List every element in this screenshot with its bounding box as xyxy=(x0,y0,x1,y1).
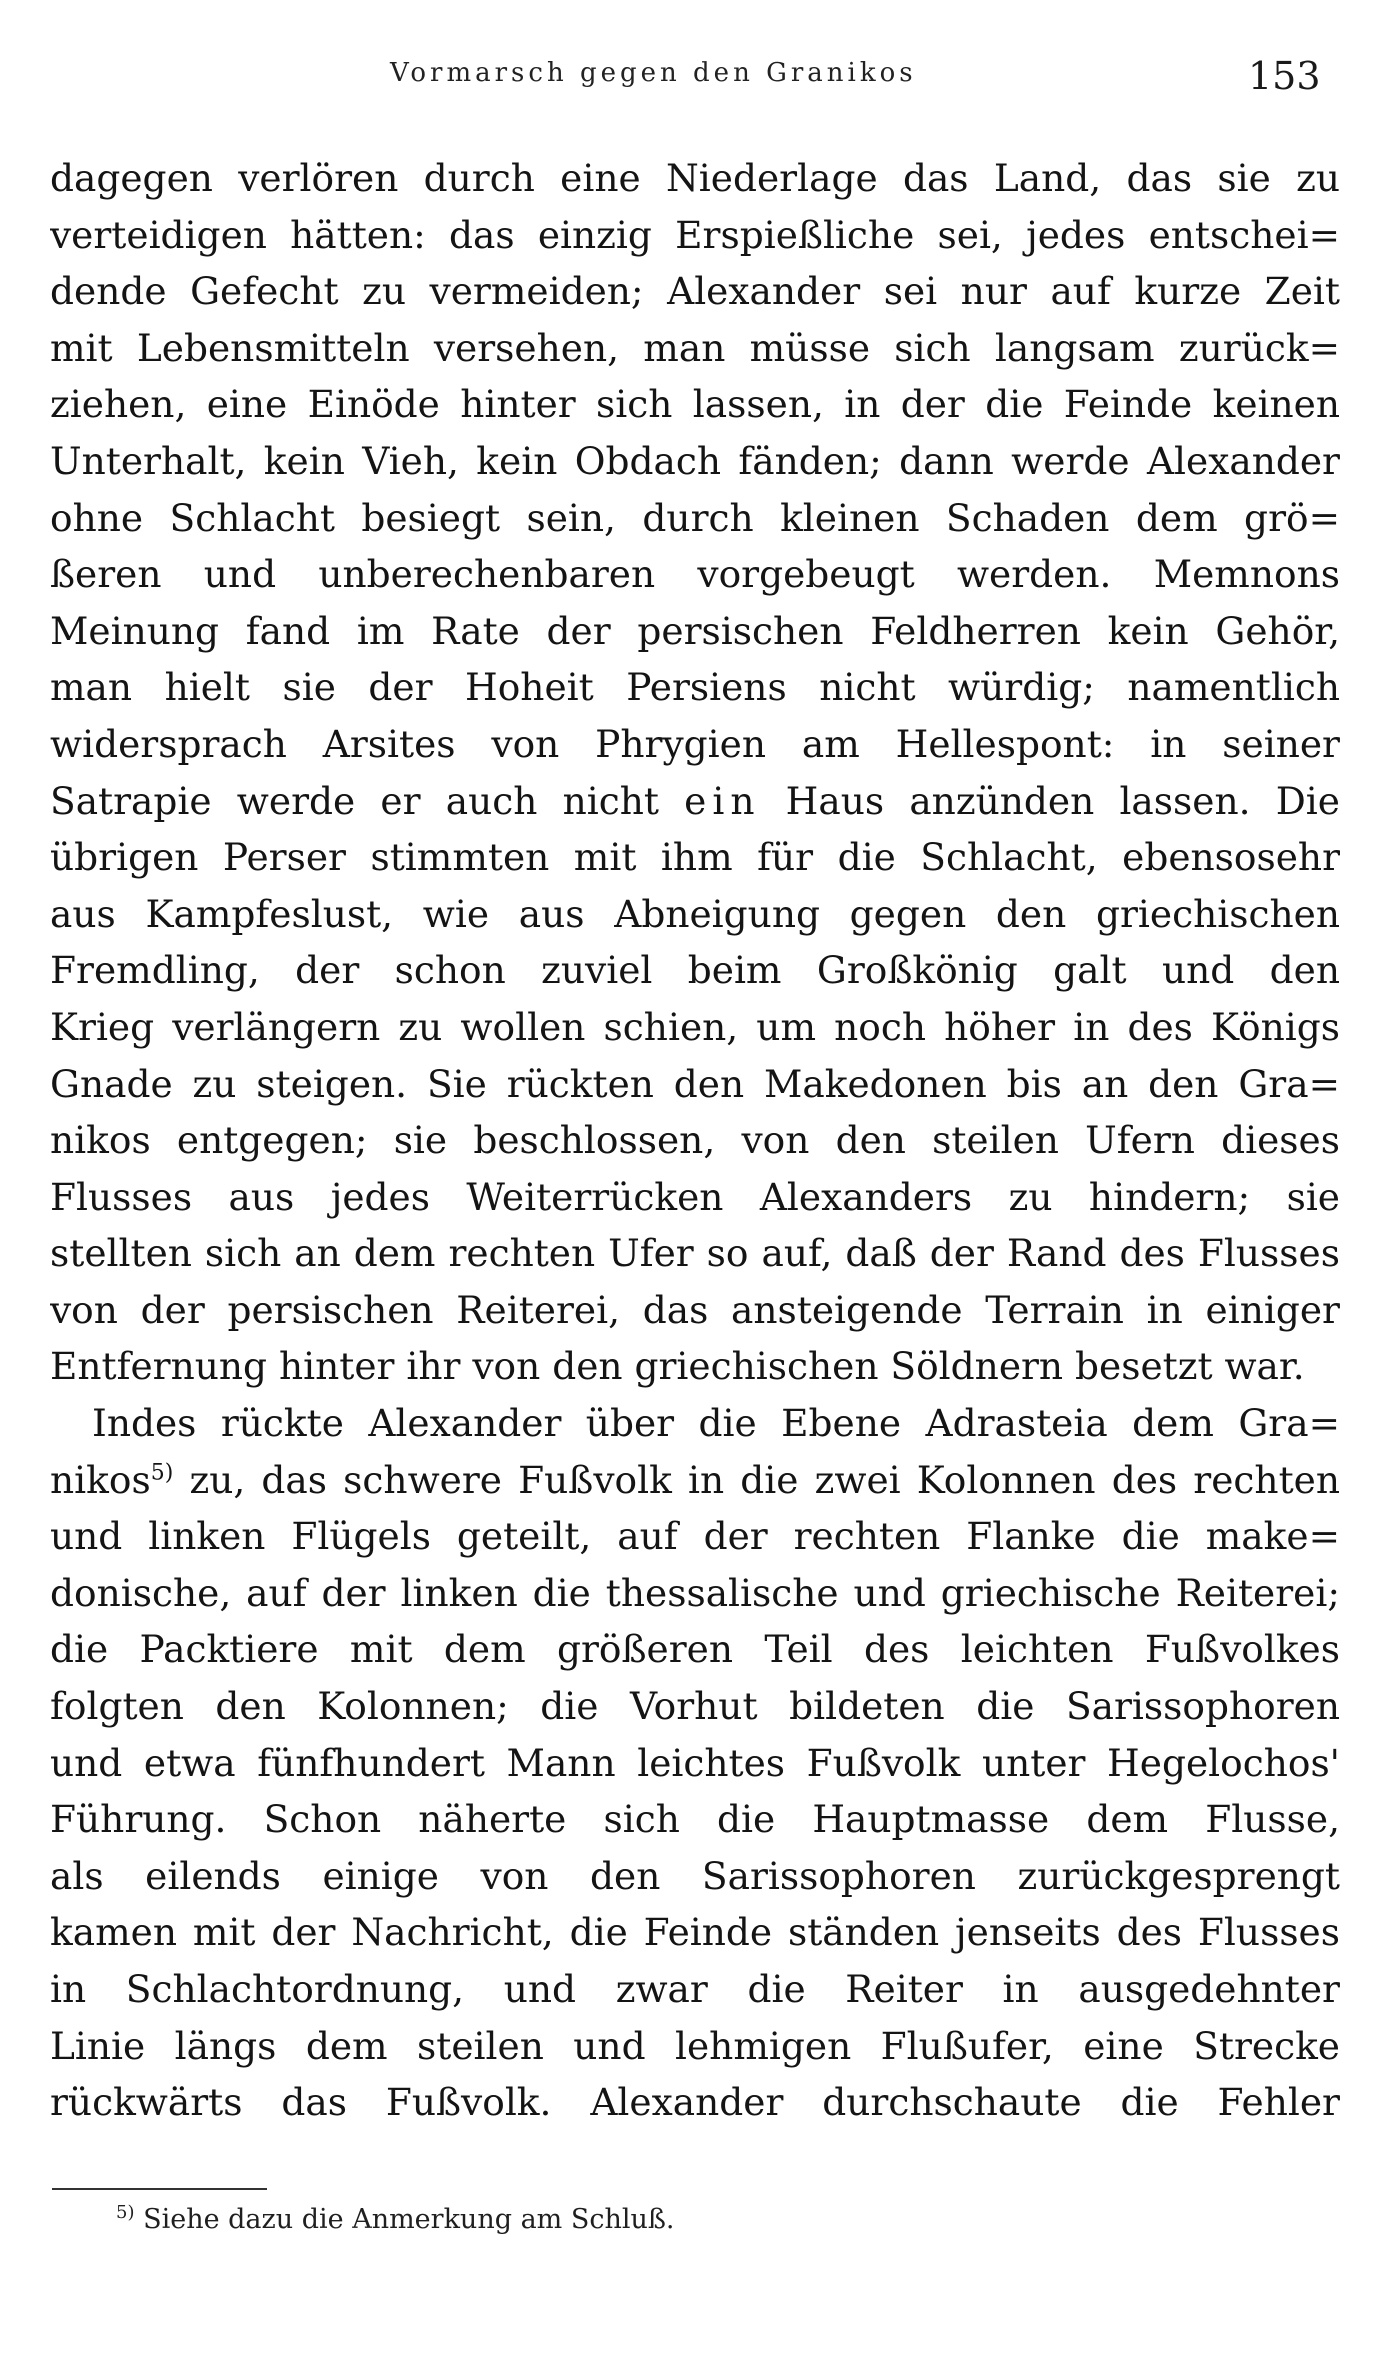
text-line: Flusses aus jedes Weiterrücken Alexanders zu hindern; sie xyxy=(50,1174,1340,1219)
text-line: als eilends einige von den Sarissophoren zurückgesprengt xyxy=(50,1853,1340,1898)
text-line: Gnade zu steigen. Sie rückten den Makedonen bis an den Gra= xyxy=(50,1061,1340,1106)
text-line: nikos entgegen; sie beschlossen, von den steilen Ufern dieses xyxy=(50,1118,1340,1163)
body-text xyxy=(50,150,1340,2131)
text-line: ohne Schlacht besiegt sein, durch kleinen Schaden dem grö= xyxy=(50,495,1340,540)
text-segment: Haus anzünden lassen. Die xyxy=(760,778,1340,823)
text-line xyxy=(50,1452,1340,1509)
text-line: folgten den Kolonnen; die Vorhut bildeten die Sarissophoren xyxy=(50,1684,1340,1729)
text-line: donische, auf der linken die thessalische und griechische Reiterei; xyxy=(50,1570,1340,1615)
text-line: Fremdling, der schon zuviel beim Großkönig galt und den xyxy=(50,948,1340,993)
text-line: rückwärts das Fußvolk. Alexander durchschaute die Fehler xyxy=(50,2080,1340,2125)
text-line: Führung. Schon näherte sich die Hauptmasse dem Flusse, xyxy=(50,1797,1340,1842)
text-line: von der persischen Reiterei, das ansteigende Terrain in einiger xyxy=(50,1287,1340,1332)
text-line: verteidigen hätten: das einzig Erspießliche sei, jedes entschei= xyxy=(50,212,1340,257)
page-number: 153 xyxy=(1248,54,1321,98)
footnote xyxy=(116,2200,675,2240)
text-line: Indes rückte Alexander über die Ebene Adrasteia dem Gra= xyxy=(92,1401,1340,1446)
footnote-reference: 5) xyxy=(150,1460,174,1486)
text-line: dagegen verlören durch eine Niederlage das Land, das sie zu xyxy=(50,156,1340,200)
text-line: die Packtiere mit dem größeren Teil des leichten Fußvolkes xyxy=(50,1627,1340,1672)
footnote-rule xyxy=(52,2188,267,2190)
text-line: und linken Flügels geteilt, auf der rechten Flanke die make= xyxy=(50,1514,1340,1559)
text-segment: Satrapie werde er auch nicht xyxy=(50,778,685,823)
text-line xyxy=(50,773,1340,830)
text-line: Krieg verlängern zu wollen schien, um noch höher in des Königs xyxy=(50,1004,1340,1049)
text-segment: zu, das schwere Fußvolk in die zwei Kolonnen des rechten xyxy=(173,1457,1340,1502)
emphasized-word: ein xyxy=(684,778,761,823)
text-line: mit Lebensmitteln versehen, man müsse sich langsam zurück= xyxy=(50,325,1340,370)
text-line: und etwa fünfhundert Mann leichtes Fußvolk unter Hegelochos' xyxy=(50,1740,1340,1785)
text-line: aus Kampfeslust, wie aus Abneigung gegen den griechischen xyxy=(50,891,1340,936)
text-line: Entfernung hinter ihr von den griechischen Söldnern besetzt war. xyxy=(50,1344,1305,1389)
text-line: Unterhalt, kein Vieh, kein Obdach fänden; dann werde Alexander xyxy=(50,438,1340,483)
running-head xyxy=(0,54,1399,108)
running-title: Vormarsch gegen den Granikos xyxy=(390,58,917,88)
text-segment: nikos xyxy=(50,1457,151,1502)
text-line: Meinung fand im Rate der persischen Feldherren kein Gehör, xyxy=(50,608,1340,653)
text-line: Linie längs dem steilen und lehmigen Flußufer, eine Strecke xyxy=(50,2023,1340,2068)
text-line: kamen mit der Nachricht, die Feinde ständen jenseits des Flusses xyxy=(50,1910,1340,1955)
text-line: übrigen Perser stimmten mit ihm für die Schlacht, ebensosehr xyxy=(50,835,1340,880)
footnote-text: Siehe dazu die Anmerkung am Schluß. xyxy=(143,2204,675,2235)
text-line: stellten sich an dem rechten Ufer so auf, daß der Rand des Flusses xyxy=(50,1231,1340,1276)
text-line: dende Gefecht zu vermeiden; Alexander sei nur auf kurze Zeit xyxy=(50,269,1340,314)
text-line: man hielt sie der Hoheit Persiens nicht würdig; namentlich xyxy=(50,665,1340,710)
text-line: in Schlachtordnung, und zwar die Reiter in ausgedehnter xyxy=(50,1967,1340,2011)
text-line: ßeren und unberechenbaren vorgebeugt werden. Memnons xyxy=(50,552,1340,597)
footnote-number: 5) xyxy=(116,2202,135,2223)
text-line: widersprach Arsites von Phrygien am Hellespont: in seiner xyxy=(50,721,1340,766)
text-line: ziehen, eine Einöde hinter sich lassen, in der die Feinde keinen xyxy=(50,382,1340,427)
